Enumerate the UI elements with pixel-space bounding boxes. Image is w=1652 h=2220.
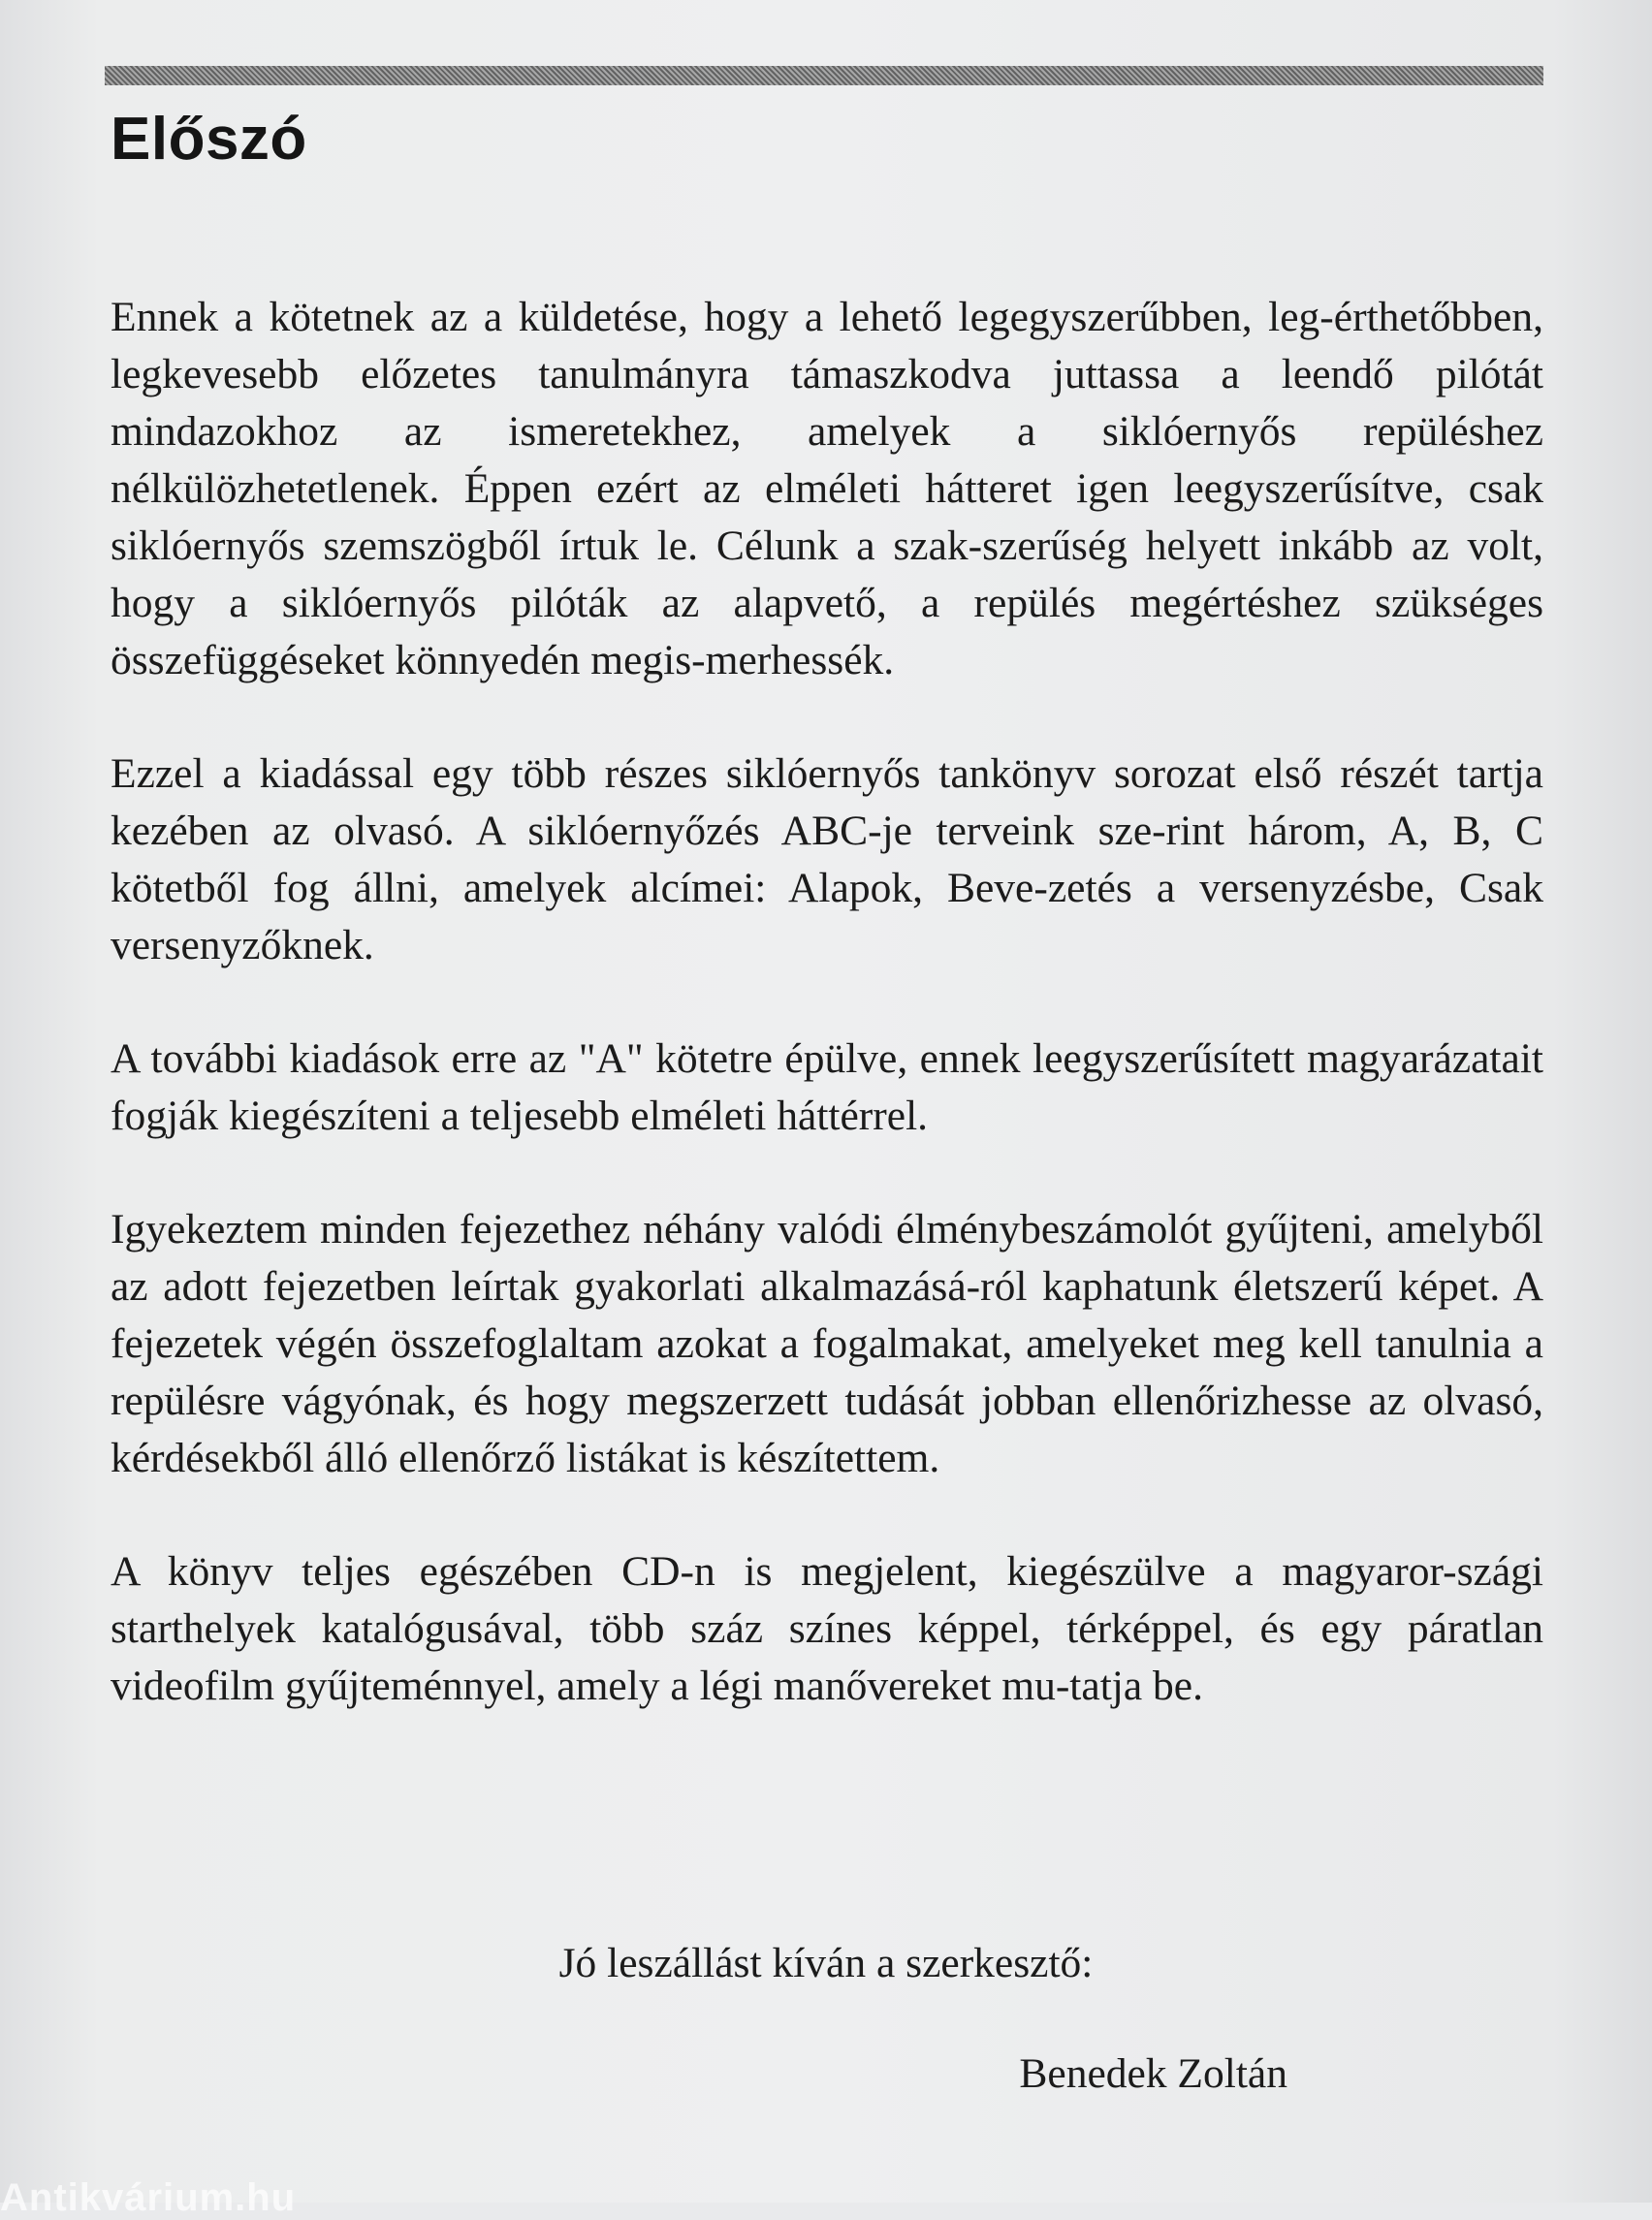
header-rule — [105, 66, 1543, 85]
paragraph-3: A további kiadások erre az "A" kötetre épülve, ennek leegyszerűsített magyarázatait fogják kiegészíteni a teljesebb elméleti háttérrel. — [111, 1035, 1543, 1139]
paragraph-2: Ezzel a kiadással egy több részes siklóernyős tankönyv sorozat első részét tartja kezében az olvasó. A siklóernyőzés ABC-je terveink sze-rint három, A, B, C kötetből fog állni, amelyek alcímei: Alapok, Beve-zetés a versenyzésbe, Csak versenyzőknek. — [111, 750, 1543, 968]
paragraph-1: Ennek a kötetnek az a küldetése, hogy a lehető legegyszerűbben, leg-érthetőbben, legkevesebb előzetes tanulmányra támaszkodva juttassa a leendő pilótát mindazokhoz az ismeretekhez, amelyek a siklóernyős repüléshez nélkülözhetetlenek. Éppen ezért az elméleti hátteret igen leegyszerűsítve, csak siklóernyős szemszögből írtuk le. Célunk a szak-szerűség helyett inkább az volt, hogy a siklóernyős pilóták az alapvető, a repülés megértéshez szükséges összefüggéseket könnyedén megis-merhessék. — [111, 294, 1543, 683]
watermark: Antikvárium.hu — [0, 2176, 297, 2219]
page-title: Előszó — [111, 106, 307, 173]
paragraph-5: A könyv teljes egészében CD-n is megjelent, kiegészülve a magyaror-szági starthelyek katalógusával, több száz színes képpel, térképpel, és egy páratlan videofilm gyűjteménnyel, amely a légi manővereket mu-tatja be. — [111, 1548, 1543, 1709]
closing-line: Jó leszállást kíván a szerkesztő: — [558, 1940, 1094, 1986]
paragraph-4: Igyekeztem minden fejezethez néhány valódi élménybeszámolót gyűjteni, amelyből az adott fejezetben leírtak gyakorlati alkalmazásá-ról kaphatunk életszerű képet. A fejezetek végén összefoglaltam azokat a fogalmakat, amelyeket meg kell tanulnia a repülésre vágyónak, és hogy megszerzett tudását jobban ellenőrizhesse az olvasó, kérdésekből álló ellenőrző listákat is készítettem. — [111, 1206, 1543, 1481]
preface-body — [111, 289, 1543, 1771]
author-signature: Benedek Zoltán — [1019, 2050, 1287, 2097]
